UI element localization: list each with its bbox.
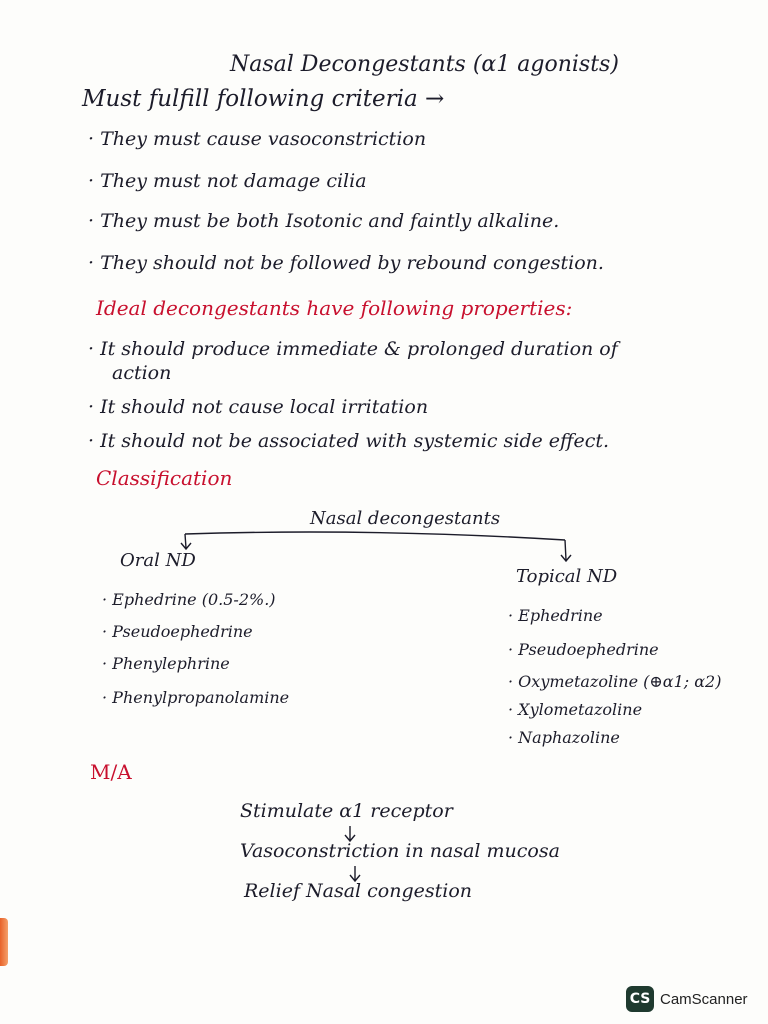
ma-heading: M/A	[90, 760, 132, 784]
tree-branch-arrow-right	[561, 540, 571, 561]
ideal-property-continued: action	[112, 362, 172, 384]
topical-nd-item: · Pseudoephedrine	[508, 640, 659, 659]
criteria-item: · They must cause vasoconstriction	[88, 128, 427, 150]
page-edge-mark	[0, 918, 8, 966]
classification-heading: Classification	[96, 466, 233, 490]
tree-root-label: Nasal decongestants	[310, 508, 501, 529]
camscanner-watermark	[626, 986, 748, 1012]
camscanner-logo-icon: CS	[626, 986, 654, 1012]
tree-connector-line	[185, 532, 565, 540]
topical-nd-item: · Oxymetazoline (⊕α1; α2)	[508, 672, 722, 691]
topical-nd-item: · Naphazoline	[508, 728, 620, 747]
camscanner-label: CamScanner	[660, 990, 748, 1008]
oral-nd-label: Oral ND	[120, 550, 196, 571]
ma-down-arrow	[350, 866, 360, 881]
tree-branch-arrow-left	[181, 534, 191, 549]
criteria-intro: Must fulfill following criteria →	[82, 86, 445, 112]
criteria-item: · They must be both Isotonic and faintly alkaline.	[88, 210, 560, 232]
ideal-property: · It should not be associated with systemic side effect.	[88, 430, 610, 452]
ideal-property: · It should not cause local irritation	[88, 396, 429, 418]
ma-step: Vasoconstriction in nasal mucosa	[240, 840, 560, 862]
ideal-heading: Ideal decongestants have following properties:	[96, 296, 573, 320]
oral-nd-item: · Pseudoephedrine	[102, 622, 253, 641]
criteria-item: · They must not damage cilia	[88, 170, 367, 192]
oral-nd-item: · Phenylephrine	[102, 654, 230, 673]
topical-nd-label: Topical ND	[516, 566, 618, 587]
page-title: Nasal Decongestants (α1 agonists)	[230, 52, 619, 77]
ma-step: Relief Nasal congestion	[244, 880, 473, 902]
oral-nd-item: · Phenylpropanolamine	[102, 688, 290, 707]
ma-down-arrow	[345, 826, 355, 841]
topical-nd-item: · Xylometazoline	[508, 700, 643, 719]
ideal-property: · It should produce immediate & prolonged duration of	[88, 338, 618, 360]
oral-nd-item: · Ephedrine (0.5-2%.)	[102, 590, 276, 609]
topical-nd-item: · Ephedrine	[508, 606, 603, 625]
ma-step: Stimulate α1 receptor	[240, 800, 453, 822]
criteria-item: · They should not be followed by rebound congestion.	[88, 252, 604, 274]
